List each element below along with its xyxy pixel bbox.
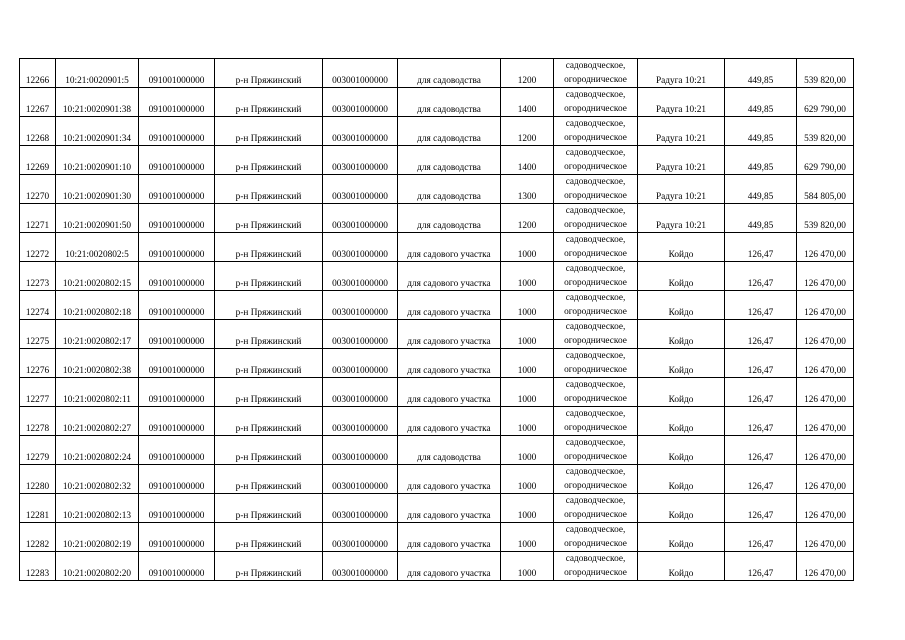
cadastral-value-cell: 126 470,00 xyxy=(797,436,854,465)
table-row xyxy=(20,233,854,262)
row-number-cell: 12280 xyxy=(20,465,56,494)
purpose-line-1: садоводческое, xyxy=(565,409,626,419)
area-cell: 1400 xyxy=(501,88,554,117)
cadastral-number-cell: 10:21:0020802:17 xyxy=(56,320,139,349)
permitted-use-cell: для садоводства xyxy=(398,436,501,465)
cadastral-number-cell: 10:21:0020901:30 xyxy=(56,175,139,204)
district-cell: р-н Пряжинский xyxy=(215,204,323,233)
row-number-cell: 12266 xyxy=(20,59,56,88)
purpose-line-2: огородническое xyxy=(564,452,627,462)
purpose-line-1: садоводческое, xyxy=(565,554,626,564)
table-row xyxy=(20,494,854,523)
cadastral-value-cell: 126 470,00 xyxy=(797,407,854,436)
locality-cell: Койдо xyxy=(638,552,725,581)
cadastral-value-cell: 629 790,00 xyxy=(797,88,854,117)
category-code-cell: 003001000000 xyxy=(323,552,398,581)
locality-cell: Койдо xyxy=(638,494,725,523)
okato-code-cell: 091001000000 xyxy=(139,233,215,262)
locality-cell: Радуга 10:21 xyxy=(638,175,725,204)
permitted-use-cell: для садоводства xyxy=(398,204,501,233)
permitted-use-cell: для садового участка xyxy=(398,262,501,291)
rate-cell: 126,47 xyxy=(725,523,797,552)
cadastral-number-cell: 10:21:0020802:5 xyxy=(56,233,139,262)
locality-cell: Радуга 10:21 xyxy=(638,146,725,175)
okato-code-cell: 091001000000 xyxy=(139,436,215,465)
cadastral-value-cell: 539 820,00 xyxy=(797,59,854,88)
purpose-line-1: садоводческое, xyxy=(565,351,626,361)
cadastral-value-cell: 539 820,00 xyxy=(797,117,854,146)
category-code-cell: 003001000000 xyxy=(323,117,398,146)
permitted-use-cell: для садового участка xyxy=(398,378,501,407)
purpose-cell xyxy=(554,494,638,523)
area-cell: 1000 xyxy=(501,262,554,291)
rate-cell: 449,85 xyxy=(725,175,797,204)
permitted-use-cell: для садового участка xyxy=(398,349,501,378)
table-row xyxy=(20,262,854,291)
category-code-cell: 003001000000 xyxy=(323,262,398,291)
purpose-line-1: садоводческое, xyxy=(565,322,626,332)
table-row xyxy=(20,436,854,465)
locality-cell: Койдо xyxy=(638,436,725,465)
purpose-cell xyxy=(554,320,638,349)
area-cell: 1200 xyxy=(501,59,554,88)
row-number-cell: 12269 xyxy=(20,146,56,175)
category-code-cell: 003001000000 xyxy=(323,436,398,465)
purpose-line-2: огородническое xyxy=(564,481,627,491)
area-cell: 1000 xyxy=(501,320,554,349)
purpose-line-1: садоводческое, xyxy=(565,438,626,448)
cadastral-number-cell: 10:21:0020802:24 xyxy=(56,436,139,465)
category-code-cell: 003001000000 xyxy=(323,378,398,407)
cadastral-number-cell: 10:21:0020802:18 xyxy=(56,291,139,320)
rate-cell: 449,85 xyxy=(725,204,797,233)
purpose-line-2: огородническое xyxy=(564,133,627,143)
okato-code-cell: 091001000000 xyxy=(139,117,215,146)
table-row xyxy=(20,552,854,581)
category-code-cell: 003001000000 xyxy=(323,523,398,552)
permitted-use-cell: для садового участка xyxy=(398,291,501,320)
district-cell: р-н Пряжинский xyxy=(215,59,323,88)
cadastral-value-cell: 584 805,00 xyxy=(797,175,854,204)
cadastral-number-cell: 10:21:0020901:50 xyxy=(56,204,139,233)
cadastral-value-cell: 126 470,00 xyxy=(797,552,854,581)
cadastral-value-cell: 126 470,00 xyxy=(797,262,854,291)
purpose-line-2: огородническое xyxy=(564,75,627,85)
rate-cell: 126,47 xyxy=(725,552,797,581)
purpose-cell xyxy=(554,407,638,436)
district-cell: р-н Пряжинский xyxy=(215,175,323,204)
table-row xyxy=(20,523,854,552)
okato-code-cell: 091001000000 xyxy=(139,552,215,581)
table-row xyxy=(20,117,854,146)
area-cell: 1000 xyxy=(501,494,554,523)
okato-code-cell: 091001000000 xyxy=(139,59,215,88)
purpose-cell xyxy=(554,175,638,204)
district-cell: р-н Пряжинский xyxy=(215,349,323,378)
purpose-cell xyxy=(554,378,638,407)
row-number-cell: 12277 xyxy=(20,378,56,407)
locality-cell: Радуга 10:21 xyxy=(638,204,725,233)
area-cell: 1000 xyxy=(501,523,554,552)
locality-cell: Койдо xyxy=(638,233,725,262)
purpose-line-2: огородническое xyxy=(564,278,627,288)
purpose-cell xyxy=(554,349,638,378)
purpose-cell xyxy=(554,204,638,233)
cadastral-number-cell: 10:21:0020901:34 xyxy=(56,117,139,146)
okato-code-cell: 091001000000 xyxy=(139,378,215,407)
area-cell: 1000 xyxy=(501,552,554,581)
cadastral-number-cell: 10:21:0020802:15 xyxy=(56,262,139,291)
rate-cell: 449,85 xyxy=(725,59,797,88)
table-row xyxy=(20,175,854,204)
row-number-cell: 12281 xyxy=(20,494,56,523)
purpose-cell xyxy=(554,117,638,146)
okato-code-cell: 091001000000 xyxy=(139,407,215,436)
category-code-cell: 003001000000 xyxy=(323,175,398,204)
okato-code-cell: 091001000000 xyxy=(139,349,215,378)
locality-cell: Радуга 10:21 xyxy=(638,59,725,88)
locality-cell: Койдо xyxy=(638,262,725,291)
table-row xyxy=(20,378,854,407)
rate-cell: 126,47 xyxy=(725,436,797,465)
table-row xyxy=(20,320,854,349)
area-cell: 1000 xyxy=(501,436,554,465)
rate-cell: 126,47 xyxy=(725,291,797,320)
category-code-cell: 003001000000 xyxy=(323,88,398,117)
area-cell: 1000 xyxy=(501,291,554,320)
locality-cell: Койдо xyxy=(638,291,725,320)
area-cell: 1400 xyxy=(501,146,554,175)
table-row xyxy=(20,59,854,88)
rate-cell: 126,47 xyxy=(725,262,797,291)
cadastral-number-cell: 10:21:0020802:20 xyxy=(56,552,139,581)
purpose-line-2: огородническое xyxy=(564,510,627,520)
purpose-line-2: огородническое xyxy=(564,539,627,549)
district-cell: р-н Пряжинский xyxy=(215,436,323,465)
area-cell: 1000 xyxy=(501,378,554,407)
district-cell: р-н Пряжинский xyxy=(215,320,323,349)
table-row xyxy=(20,204,854,233)
cadastral-number-cell: 10:21:0020901:10 xyxy=(56,146,139,175)
okato-code-cell: 091001000000 xyxy=(139,146,215,175)
category-code-cell: 003001000000 xyxy=(323,465,398,494)
area-cell: 1000 xyxy=(501,233,554,262)
permitted-use-cell: для садового участка xyxy=(398,465,501,494)
purpose-line-1: садоводческое, xyxy=(565,206,626,216)
district-cell: р-н Пряжинский xyxy=(215,407,323,436)
cadastral-number-cell: 10:21:0020802:32 xyxy=(56,465,139,494)
permitted-use-cell: для садоводства xyxy=(398,59,501,88)
district-cell: р-н Пряжинский xyxy=(215,465,323,494)
row-number-cell: 12273 xyxy=(20,262,56,291)
cadastral-value-cell: 629 790,00 xyxy=(797,146,854,175)
area-cell: 1200 xyxy=(501,117,554,146)
rate-cell: 126,47 xyxy=(725,378,797,407)
cadastral-value-cell: 126 470,00 xyxy=(797,494,854,523)
cadastral-value-cell: 126 470,00 xyxy=(797,523,854,552)
purpose-line-1: садоводческое, xyxy=(565,235,626,245)
okato-code-cell: 091001000000 xyxy=(139,465,215,494)
purpose-cell xyxy=(554,88,638,117)
purpose-cell xyxy=(554,146,638,175)
purpose-cell xyxy=(554,436,638,465)
row-number-cell: 12270 xyxy=(20,175,56,204)
row-number-cell: 12271 xyxy=(20,204,56,233)
district-cell: р-н Пряжинский xyxy=(215,146,323,175)
purpose-cell xyxy=(554,523,638,552)
rate-cell: 126,47 xyxy=(725,465,797,494)
purpose-cell xyxy=(554,552,638,581)
rate-cell: 126,47 xyxy=(725,233,797,262)
category-code-cell: 003001000000 xyxy=(323,320,398,349)
area-cell: 1200 xyxy=(501,204,554,233)
area-cell: 1000 xyxy=(501,407,554,436)
purpose-line-2: огородническое xyxy=(564,191,627,201)
purpose-line-1: садоводческое, xyxy=(565,148,626,158)
district-cell: р-н Пряжинский xyxy=(215,494,323,523)
purpose-line-2: огородническое xyxy=(564,249,627,259)
row-number-cell: 12275 xyxy=(20,320,56,349)
permitted-use-cell: для садового участка xyxy=(398,320,501,349)
cadastral-value-cell: 126 470,00 xyxy=(797,378,854,407)
district-cell: р-н Пряжинский xyxy=(215,523,323,552)
okato-code-cell: 091001000000 xyxy=(139,291,215,320)
purpose-line-1: садоводческое, xyxy=(565,177,626,187)
purpose-cell xyxy=(554,465,638,494)
table-row xyxy=(20,349,854,378)
area-cell: 1000 xyxy=(501,465,554,494)
row-number-cell: 12282 xyxy=(20,523,56,552)
rate-cell: 126,47 xyxy=(725,349,797,378)
okato-code-cell: 091001000000 xyxy=(139,262,215,291)
category-code-cell: 003001000000 xyxy=(323,233,398,262)
purpose-line-2: огородническое xyxy=(564,162,627,172)
category-code-cell: 003001000000 xyxy=(323,204,398,233)
category-code-cell: 003001000000 xyxy=(323,494,398,523)
cadastral-number-cell: 10:21:0020901:5 xyxy=(56,59,139,88)
cadastral-value-cell: 126 470,00 xyxy=(797,465,854,494)
okato-code-cell: 091001000000 xyxy=(139,88,215,117)
cadastral-value-cell: 126 470,00 xyxy=(797,291,854,320)
purpose-line-1: садоводческое, xyxy=(565,467,626,477)
row-number-cell: 12276 xyxy=(20,349,56,378)
table-row xyxy=(20,407,854,436)
permitted-use-cell: для садового участка xyxy=(398,523,501,552)
purpose-line-2: огородническое xyxy=(564,336,627,346)
okato-code-cell: 091001000000 xyxy=(139,523,215,552)
okato-code-cell: 091001000000 xyxy=(139,320,215,349)
purpose-cell xyxy=(554,59,638,88)
rate-cell: 126,47 xyxy=(725,407,797,436)
okato-code-cell: 091001000000 xyxy=(139,175,215,204)
cadastral-number-cell: 10:21:0020802:11 xyxy=(56,378,139,407)
category-code-cell: 003001000000 xyxy=(323,349,398,378)
cadastral-value-cell: 539 820,00 xyxy=(797,204,854,233)
purpose-line-2: огородническое xyxy=(564,220,627,230)
permitted-use-cell: для садового участка xyxy=(398,407,501,436)
area-cell: 1000 xyxy=(501,349,554,378)
table-row xyxy=(20,291,854,320)
rate-cell: 449,85 xyxy=(725,117,797,146)
purpose-line-2: огородническое xyxy=(564,394,627,404)
row-number-cell: 12274 xyxy=(20,291,56,320)
permitted-use-cell: для садового участка xyxy=(398,233,501,262)
purpose-cell xyxy=(554,233,638,262)
purpose-line-1: садоводческое, xyxy=(565,525,626,535)
purpose-line-1: садоводческое, xyxy=(565,61,626,71)
purpose-cell xyxy=(554,291,638,320)
district-cell: р-н Пряжинский xyxy=(215,117,323,146)
district-cell: р-н Пряжинский xyxy=(215,233,323,262)
permitted-use-cell: для садового участка xyxy=(398,552,501,581)
district-cell: р-н Пряжинский xyxy=(215,552,323,581)
purpose-line-1: садоводческое, xyxy=(565,380,626,390)
permitted-use-cell: для садового участка xyxy=(398,494,501,523)
purpose-line-1: садоводческое, xyxy=(565,293,626,303)
locality-cell: Койдо xyxy=(638,320,725,349)
okato-code-cell: 091001000000 xyxy=(139,494,215,523)
rate-cell: 449,85 xyxy=(725,146,797,175)
category-code-cell: 003001000000 xyxy=(323,407,398,436)
cadastral-number-cell: 10:21:0020802:19 xyxy=(56,523,139,552)
land-registry-table xyxy=(19,58,854,581)
district-cell: р-н Пряжинский xyxy=(215,88,323,117)
row-number-cell: 12283 xyxy=(20,552,56,581)
rate-cell: 449,85 xyxy=(725,88,797,117)
area-cell: 1300 xyxy=(501,175,554,204)
purpose-line-2: огородническое xyxy=(564,423,627,433)
rate-cell: 126,47 xyxy=(725,494,797,523)
district-cell: р-н Пряжинский xyxy=(215,291,323,320)
cadastral-value-cell: 126 470,00 xyxy=(797,320,854,349)
purpose-line-2: огородническое xyxy=(564,104,627,114)
table-row xyxy=(20,465,854,494)
category-code-cell: 003001000000 xyxy=(323,291,398,320)
table-body xyxy=(20,59,854,581)
cadastral-number-cell: 10:21:0020802:13 xyxy=(56,494,139,523)
locality-cell: Койдо xyxy=(638,465,725,494)
category-code-cell: 003001000000 xyxy=(323,59,398,88)
district-cell: р-н Пряжинский xyxy=(215,262,323,291)
row-number-cell: 12268 xyxy=(20,117,56,146)
purpose-line-1: садоводческое, xyxy=(565,264,626,274)
locality-cell: Радуга 10:21 xyxy=(638,117,725,146)
permitted-use-cell: для садоводства xyxy=(398,88,501,117)
locality-cell: Радуга 10:21 xyxy=(638,88,725,117)
row-number-cell: 12272 xyxy=(20,233,56,262)
purpose-line-1: садоводческое, xyxy=(565,496,626,506)
cadastral-value-cell: 126 470,00 xyxy=(797,349,854,378)
locality-cell: Койдо xyxy=(638,378,725,407)
table-row xyxy=(20,146,854,175)
permitted-use-cell: для садоводства xyxy=(398,146,501,175)
row-number-cell: 12278 xyxy=(20,407,56,436)
purpose-line-2: огородническое xyxy=(564,307,627,317)
purpose-line-2: огородническое xyxy=(564,365,627,375)
locality-cell: Койдо xyxy=(638,523,725,552)
purpose-line-1: садоводческое, xyxy=(565,90,626,100)
permitted-use-cell: для садоводства xyxy=(398,175,501,204)
locality-cell: Койдо xyxy=(638,407,725,436)
category-code-cell: 003001000000 xyxy=(323,146,398,175)
cadastral-number-cell: 10:21:0020802:27 xyxy=(56,407,139,436)
purpose-cell xyxy=(554,262,638,291)
row-number-cell: 12279 xyxy=(20,436,56,465)
rate-cell: 126,47 xyxy=(725,320,797,349)
purpose-line-2: огородническое xyxy=(564,568,627,578)
cadastral-value-cell: 126 470,00 xyxy=(797,233,854,262)
permitted-use-cell: для садоводства xyxy=(398,117,501,146)
purpose-line-1: садоводческое, xyxy=(565,119,626,129)
okato-code-cell: 091001000000 xyxy=(139,204,215,233)
district-cell: р-н Пряжинский xyxy=(215,378,323,407)
cadastral-number-cell: 10:21:0020901:38 xyxy=(56,88,139,117)
cadastral-number-cell: 10:21:0020802:38 xyxy=(56,349,139,378)
row-number-cell: 12267 xyxy=(20,88,56,117)
table-row xyxy=(20,88,854,117)
locality-cell: Койдо xyxy=(638,349,725,378)
